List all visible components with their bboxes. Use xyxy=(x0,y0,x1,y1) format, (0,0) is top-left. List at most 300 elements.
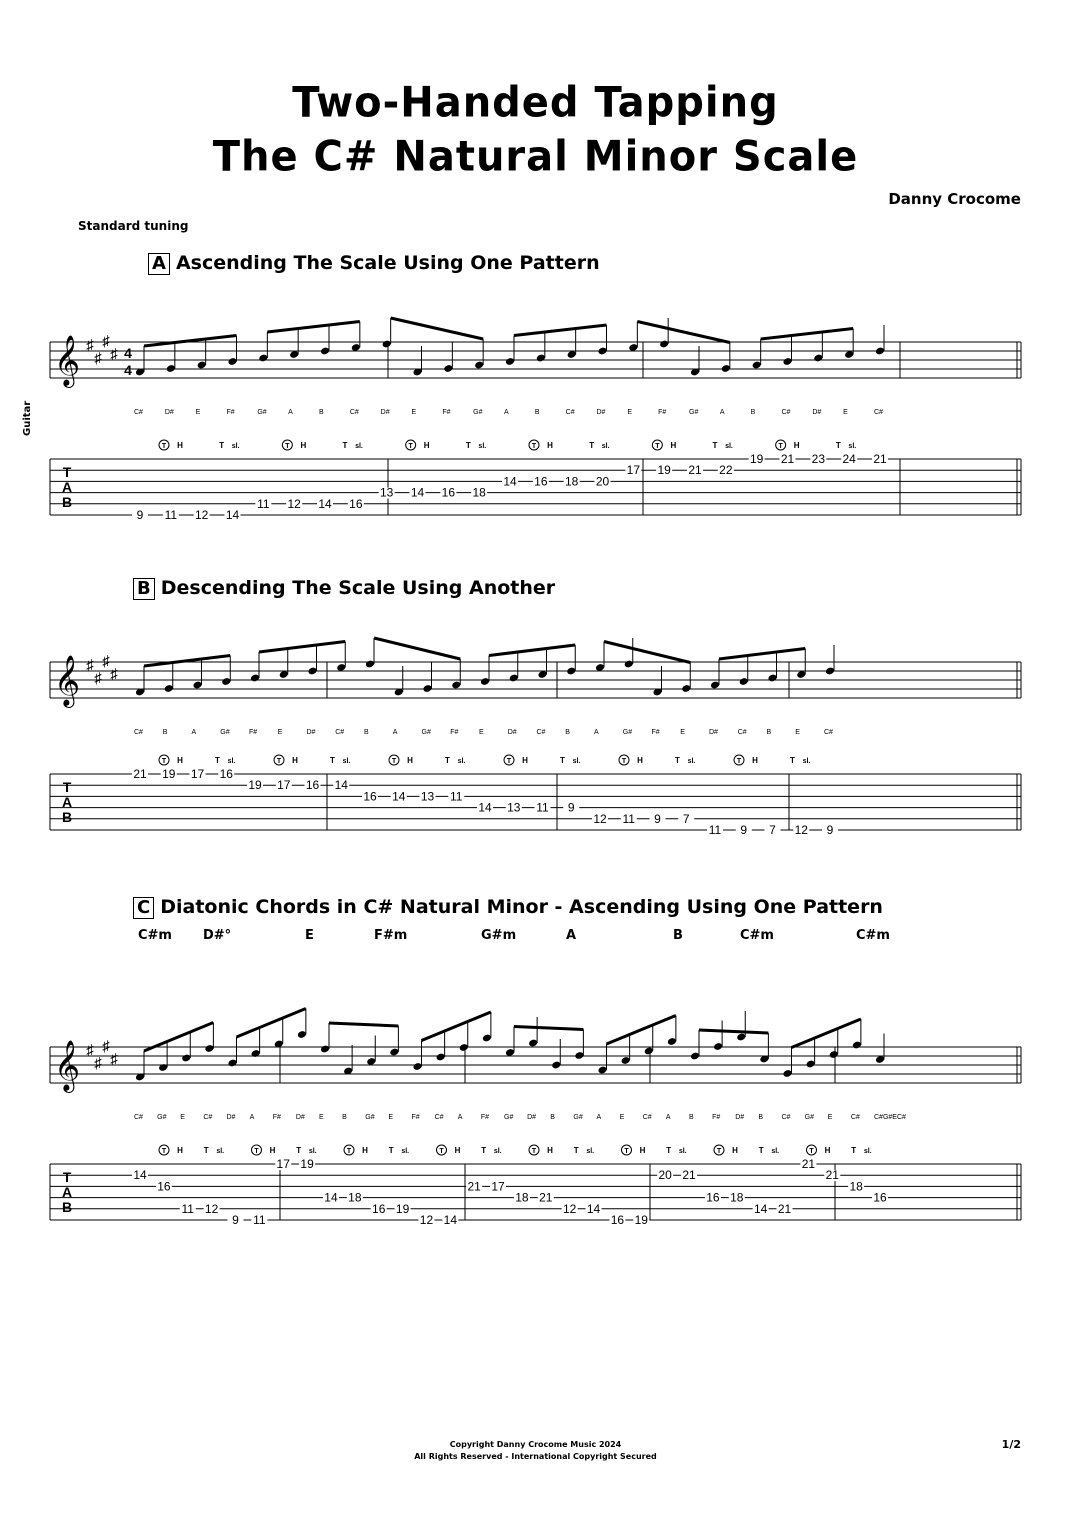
key-signature-sharp-icon: ♯ xyxy=(94,670,102,687)
tab-number: 18 xyxy=(849,1179,863,1194)
note-name: F# xyxy=(480,1114,490,1121)
title-line-2: The C# Natural Minor Scale xyxy=(212,132,859,182)
tab-number: 20 xyxy=(595,474,610,489)
key-signature-sharp-icon: ♯ xyxy=(110,1051,118,1068)
tab-number: 12 xyxy=(562,1201,577,1216)
tab-number: 11 xyxy=(164,508,178,522)
note-name: B xyxy=(364,729,369,736)
section-b-title: Descending The Scale Using Another xyxy=(160,577,556,599)
tab-number: 17 xyxy=(626,463,641,478)
note-name: C# xyxy=(134,1114,143,1121)
tab-number: 7 xyxy=(769,823,776,837)
tab-number: 14 xyxy=(753,1201,768,1216)
note-name: E xyxy=(827,1114,833,1121)
tab-number: 12 xyxy=(419,1213,434,1227)
slide-label: sl. xyxy=(308,1148,317,1155)
slide-label: sl. xyxy=(771,1148,780,1155)
note-name: A xyxy=(249,1114,255,1121)
tap-label: T xyxy=(758,1146,764,1155)
tab-number: 14 xyxy=(392,789,406,804)
chord-symbol: G#m xyxy=(481,928,517,943)
slide-label: sl. xyxy=(725,443,733,450)
tap-circle-label: T xyxy=(276,758,282,765)
tap-label: T xyxy=(388,1146,394,1155)
tab-number: 19 xyxy=(162,767,176,781)
hammer-label: H xyxy=(177,756,183,765)
rehearsal-mark-a: A xyxy=(148,253,170,275)
note-name: B xyxy=(534,409,540,416)
tab-number: 7 xyxy=(682,811,690,826)
slide-label: sl. xyxy=(401,1148,410,1155)
tab-number: 16 xyxy=(363,789,377,804)
note-name: G# xyxy=(365,1114,375,1121)
note-name: F# xyxy=(712,1114,721,1121)
treble-clef-icon: 𝄞 xyxy=(53,335,81,386)
tab-number: 16 xyxy=(441,485,456,500)
note-name: D# xyxy=(306,729,316,736)
tab-number: 14 xyxy=(443,1213,458,1227)
tab-number: 11 xyxy=(253,1213,266,1227)
slide-label: sl. xyxy=(457,758,466,765)
note-name: D# xyxy=(507,729,517,736)
tab-number: 11 xyxy=(708,823,722,837)
tap-label: T xyxy=(790,756,795,765)
tap-label: T xyxy=(675,756,680,765)
slide-label: sl. xyxy=(478,443,487,450)
key-signature-sharp-icon: ♯ xyxy=(86,1042,94,1059)
key-signature-sharp-icon: ♯ xyxy=(86,657,94,674)
tap-label: T xyxy=(445,756,450,765)
hammer-label: H xyxy=(522,756,528,765)
tab-number: 9 xyxy=(654,811,661,826)
hammer-label: H xyxy=(547,1146,553,1155)
note-name: B xyxy=(689,1114,694,1121)
tab-number: 19 xyxy=(657,463,671,478)
note-name: A xyxy=(191,729,197,736)
tab-number: 14 xyxy=(324,1190,338,1205)
beam xyxy=(329,1023,398,1026)
tab-number: 21 xyxy=(825,1168,839,1183)
time-signature-bottom: 4 xyxy=(124,362,132,378)
note-name: F# xyxy=(226,409,235,416)
tab-number: 18 xyxy=(564,474,579,489)
tap-circle-label: T xyxy=(161,443,167,450)
note-name: G# xyxy=(421,729,431,736)
tab-label-a: A xyxy=(61,479,73,495)
tab-label-b: B xyxy=(61,494,73,510)
note-name: E xyxy=(180,1114,185,1121)
tap-circle-label: T xyxy=(408,443,413,450)
hammer-label: H xyxy=(300,441,307,450)
note-name: E xyxy=(843,409,848,416)
tab-label-t: T xyxy=(62,464,72,480)
note-name: C# xyxy=(536,729,546,736)
section-c-title: Diatonic Chords in C# Natural Minor - Ascending Using One Pattern xyxy=(160,896,883,918)
hammer-label: H xyxy=(269,1146,276,1155)
section-a-title: Ascending The Scale Using One Pattern xyxy=(175,252,600,274)
tab-number: 18 xyxy=(348,1190,362,1205)
slide-label: sl. xyxy=(586,1148,595,1155)
tab-number: 20 xyxy=(658,1168,672,1183)
tab-number: 14 xyxy=(410,485,425,500)
hammer-label: H xyxy=(793,441,800,450)
composer: Danny Crocome xyxy=(888,190,1021,208)
beam xyxy=(699,1030,768,1033)
tap-label: T xyxy=(589,441,595,450)
note-name: B xyxy=(162,729,168,736)
tap-circle-label: T xyxy=(346,1148,352,1155)
beam xyxy=(144,656,230,667)
note-name: E xyxy=(479,729,484,736)
key-signature-sharp-icon: ♯ xyxy=(86,337,94,354)
key-signature-sharp-icon: ♯ xyxy=(94,350,102,367)
tab-number: 16 xyxy=(157,1179,171,1194)
tab-number: 13 xyxy=(420,789,435,804)
tab-number: 16 xyxy=(305,778,320,793)
note-name: A xyxy=(457,1114,463,1121)
beam xyxy=(514,1027,583,1030)
tab-number: 17 xyxy=(190,767,205,781)
tab-number: 21 xyxy=(688,463,702,478)
hammer-label: H xyxy=(177,441,183,450)
note-name: E xyxy=(319,1114,324,1121)
tap-label: T xyxy=(481,1146,487,1155)
tab-number: 16 xyxy=(610,1213,625,1227)
tab-label-t: T xyxy=(62,779,72,795)
tab-number: 12 xyxy=(794,823,808,837)
tab-label-a: A xyxy=(61,1184,73,1200)
note-name: C# xyxy=(134,409,143,416)
note-name: G# xyxy=(689,409,699,416)
tab-number: 12 xyxy=(194,508,209,522)
note-name: F# xyxy=(272,1114,281,1121)
beam xyxy=(719,649,805,660)
tab-number: 21 xyxy=(539,1190,553,1205)
tab-number: 17 xyxy=(276,1157,290,1171)
note-name: D# xyxy=(735,1114,745,1121)
tab-number: 14 xyxy=(133,1168,147,1183)
note-name: C# xyxy=(642,1114,652,1121)
note-name: B xyxy=(565,729,570,736)
note-name: E xyxy=(619,1114,625,1121)
tab-number: 13 xyxy=(379,485,394,500)
note-name: F# xyxy=(411,1114,420,1121)
time-signature-top: 4 xyxy=(124,345,132,361)
note-name: A xyxy=(594,729,599,736)
slide-label: sl. xyxy=(216,1148,225,1155)
tab-number: 13 xyxy=(507,800,521,815)
beam xyxy=(267,322,360,333)
slide-label: sl. xyxy=(493,1148,502,1155)
note-name: D# xyxy=(709,729,718,736)
note-name: C#G#EC# xyxy=(874,1114,906,1121)
note-name: E xyxy=(795,729,800,736)
tab-number: 9 xyxy=(740,823,748,837)
note-name: C# xyxy=(565,409,575,416)
tab-number: 16 xyxy=(873,1190,887,1205)
tap-label: T xyxy=(666,1146,672,1155)
tap-circle-label: T xyxy=(506,758,512,765)
note-name: E xyxy=(388,1114,394,1121)
tab-number: 19 xyxy=(300,1157,314,1171)
tab-number: 24 xyxy=(842,452,856,466)
tap-circle-label: T xyxy=(736,758,742,765)
tap-circle-label: T xyxy=(531,443,537,450)
tap-label: T xyxy=(835,441,841,450)
tap-circle-label: T xyxy=(531,1148,537,1155)
beam xyxy=(637,322,730,343)
note-name: C# xyxy=(203,1114,213,1121)
tab-number: 14 xyxy=(318,496,332,511)
tap-label: T xyxy=(851,1146,857,1155)
tap-label: T xyxy=(296,1146,302,1155)
beam xyxy=(237,1009,306,1038)
note-name: G# xyxy=(473,409,483,416)
tap-circle-label: T xyxy=(161,758,167,765)
tab-number: 18 xyxy=(515,1190,529,1205)
beam xyxy=(489,645,575,656)
tap-label: T xyxy=(203,1146,209,1155)
note-name: A xyxy=(596,1114,602,1121)
tap-label: T xyxy=(573,1146,579,1155)
beam xyxy=(792,1019,861,1048)
key-signature-sharp-icon: ♯ xyxy=(102,333,110,350)
note-name: G# xyxy=(804,1114,814,1121)
beam xyxy=(422,1012,491,1041)
chord-symbol: A xyxy=(566,928,577,943)
tap-circle-label: T xyxy=(391,758,397,765)
note-name: F# xyxy=(450,729,459,736)
tab-number: 21 xyxy=(780,452,795,466)
note-name: G# xyxy=(504,1114,514,1121)
note-name: G# xyxy=(622,729,633,736)
slide-label: sl. xyxy=(687,758,696,765)
tap-circle-label: T xyxy=(624,1148,629,1155)
beam xyxy=(761,329,854,340)
tab-number: 17 xyxy=(491,1179,505,1194)
tab-number: 21 xyxy=(777,1201,792,1216)
beam xyxy=(607,1016,676,1045)
tap-label: T xyxy=(330,756,335,765)
slide-label: sl. xyxy=(848,443,857,450)
tap-label: T xyxy=(215,756,220,765)
note-name: G# xyxy=(257,409,267,416)
tab-number: 18 xyxy=(730,1190,744,1205)
tap-circle-label: T xyxy=(778,443,783,450)
tab-number: 17 xyxy=(277,778,291,793)
note-name: D# xyxy=(295,1114,305,1121)
hammer-label: H xyxy=(454,1146,461,1155)
beam xyxy=(374,638,460,659)
hammer-label: H xyxy=(407,756,413,765)
tap-circle-label: T xyxy=(621,758,627,765)
slide-label: sl. xyxy=(802,758,811,765)
tab-number: 11 xyxy=(622,811,635,826)
tab-number: 14 xyxy=(334,778,348,793)
note-name: F# xyxy=(658,409,667,416)
key-signature-sharp-icon: ♯ xyxy=(110,346,118,363)
tab-number: 14 xyxy=(478,800,492,815)
tab-number: 9 xyxy=(136,508,144,522)
tab-number: 21 xyxy=(133,767,147,781)
tap-circle-label: T xyxy=(161,1148,167,1155)
tab-label-a: A xyxy=(61,794,73,810)
tab-number: 16 xyxy=(372,1201,386,1216)
tap-circle-label: T xyxy=(809,1148,814,1155)
tab-number: 21 xyxy=(682,1168,696,1183)
slide-label: sl. xyxy=(227,758,236,765)
tab-number: 11 xyxy=(536,800,549,815)
tab-number: 22 xyxy=(719,463,733,478)
tab-number: 21 xyxy=(467,1179,481,1194)
note-name: C# xyxy=(335,729,345,736)
tap-label: T xyxy=(342,441,348,450)
tap-circle-label: T xyxy=(254,1148,259,1155)
tab-number: 21 xyxy=(873,452,887,466)
tab-number: 14 xyxy=(586,1201,601,1216)
hammer-label: H xyxy=(639,1146,646,1155)
tab-number: 19 xyxy=(634,1213,648,1227)
tab-number: 9 xyxy=(232,1213,239,1227)
note-name: B xyxy=(758,1114,764,1121)
treble-clef-icon: 𝄞 xyxy=(53,655,81,706)
chord-symbol: C#m xyxy=(740,928,774,943)
instrument-label: Guitar xyxy=(22,400,33,436)
rehearsal-mark-c: C xyxy=(133,897,154,919)
note-name: D# xyxy=(164,409,174,416)
note-name: D# xyxy=(380,409,390,416)
note-name: G# xyxy=(220,729,230,736)
page-number: 1/2 xyxy=(1001,1438,1021,1451)
hammer-label: H xyxy=(732,1146,738,1155)
beam xyxy=(514,325,607,336)
note-name: B xyxy=(766,729,772,736)
tab-label-b: B xyxy=(61,1199,73,1215)
tab-label-t: T xyxy=(62,1169,72,1185)
note-name: C# xyxy=(134,729,143,736)
hammer-label: H xyxy=(292,756,298,765)
tab-number: 19 xyxy=(248,778,262,793)
note-name: F# xyxy=(249,729,258,736)
hammer-label: H xyxy=(824,1146,831,1155)
tab-number: 16 xyxy=(219,767,233,781)
note-name: C# xyxy=(781,409,791,416)
tab-number: 16 xyxy=(534,474,548,489)
note-name: C# xyxy=(850,1114,860,1121)
beam xyxy=(144,336,237,347)
hammer-label: H xyxy=(362,1146,368,1155)
note-name: E xyxy=(195,409,201,416)
note-name: B xyxy=(550,1114,555,1121)
slide-label: sl. xyxy=(342,758,351,765)
tap-label: T xyxy=(465,441,471,450)
note-name: B xyxy=(319,409,324,416)
treble-clef-icon: 𝄞 xyxy=(53,1040,81,1091)
note-name: C# xyxy=(434,1114,444,1121)
key-signature-sharp-icon: ♯ xyxy=(102,1038,110,1055)
note-name: F# xyxy=(442,409,451,416)
slide-label: sl. xyxy=(231,443,240,450)
tab-number: 11 xyxy=(450,789,463,804)
tab-number: 11 xyxy=(257,496,270,511)
title-line-1: Two-Handed Tapping xyxy=(292,78,779,128)
note-name: E xyxy=(277,729,283,736)
hammer-label: H xyxy=(547,441,553,450)
note-name: D# xyxy=(812,409,822,416)
note-name: A xyxy=(288,409,293,416)
hammer-label: H xyxy=(637,756,643,765)
tab-number: 14 xyxy=(503,474,517,489)
beam xyxy=(259,642,345,653)
slide-label: sl. xyxy=(863,1148,872,1155)
note-name: G# xyxy=(157,1114,167,1121)
note-name: G# xyxy=(573,1114,583,1121)
note-name: A xyxy=(392,729,398,736)
note-name: C# xyxy=(874,409,883,416)
tap-circle-label: T xyxy=(655,443,660,450)
chord-symbol: D#° xyxy=(203,928,232,943)
tab-number: 12 xyxy=(593,811,607,826)
chord-symbol: F#m xyxy=(374,928,408,943)
tab-label-b: B xyxy=(61,809,73,825)
tab-number: 23 xyxy=(811,452,826,466)
note-name: E xyxy=(680,729,685,736)
tab-number: 16 xyxy=(706,1190,720,1205)
tap-label: T xyxy=(219,441,225,450)
rehearsal-mark-b: B xyxy=(133,578,155,600)
chord-symbol: E xyxy=(305,928,314,943)
tap-circle-label: T xyxy=(716,1148,722,1155)
slide-label: sl. xyxy=(355,443,363,450)
key-signature-sharp-icon: ♯ xyxy=(94,1055,102,1072)
slide-label: sl. xyxy=(572,758,581,765)
chord-symbol: C#m xyxy=(138,928,172,943)
note-name: B xyxy=(750,409,756,416)
note-name: C# xyxy=(349,409,359,416)
chord-symbol: C#m xyxy=(856,928,890,943)
slide-label: sl. xyxy=(601,443,610,450)
tab-number: 19 xyxy=(395,1201,410,1216)
tab-number: 21 xyxy=(801,1157,816,1171)
tap-circle-label: T xyxy=(439,1148,444,1155)
tap-label: T xyxy=(560,756,565,765)
key-signature-sharp-icon: ♯ xyxy=(102,653,110,670)
note-name: B xyxy=(342,1114,347,1121)
note-name: E xyxy=(411,409,417,416)
tap-label: T xyxy=(712,441,718,450)
key-signature-sharp-icon: ♯ xyxy=(110,666,118,683)
hammer-label: H xyxy=(752,756,758,765)
hammer-label: H xyxy=(670,441,677,450)
note-name: A xyxy=(665,1114,671,1121)
beam xyxy=(604,642,690,663)
tab-number: 14 xyxy=(225,508,240,522)
note-name: C# xyxy=(737,729,747,736)
tab-number: 11 xyxy=(181,1201,194,1216)
note-name: C# xyxy=(824,729,833,736)
note-name: A xyxy=(504,409,509,416)
tab-number: 16 xyxy=(349,496,363,511)
beam xyxy=(391,318,484,339)
tab-number: 19 xyxy=(749,452,764,466)
tuning-label: Standard tuning xyxy=(78,219,189,233)
note-name: D# xyxy=(226,1114,236,1121)
chord-symbol: B xyxy=(673,928,683,943)
note-name: C# xyxy=(781,1114,791,1121)
slide-label: sl. xyxy=(678,1148,687,1155)
note-name: A xyxy=(719,409,725,416)
hammer-label: H xyxy=(177,1146,183,1155)
